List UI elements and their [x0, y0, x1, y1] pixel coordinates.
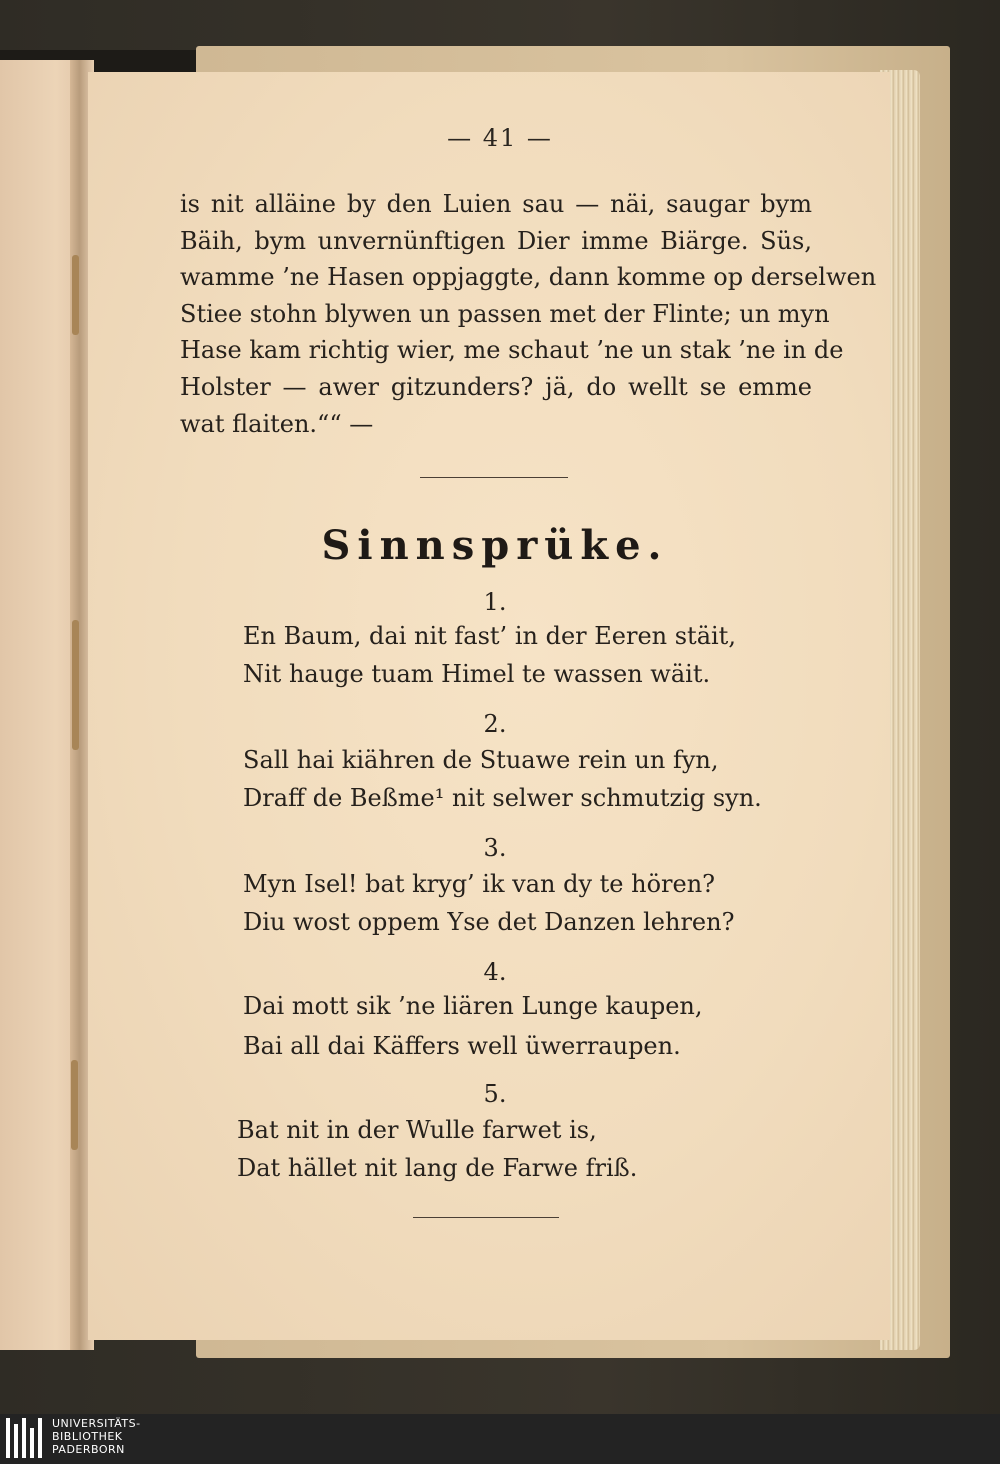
- section-title: Sinnsprüke.: [321, 522, 669, 569]
- logo-line: UNIVERSITÄTS-: [52, 1417, 141, 1430]
- prose-line: wamme ’ne Hasen oppjaggte, dann komme op derselwen: [180, 263, 877, 292]
- library-footer: [0, 1414, 1000, 1464]
- prose-line: is nit alläine by den Luien sau — näi, saugar bym: [180, 190, 812, 218]
- verse-line: Myn Isel! bat kryg’ ik van dy te hören?: [243, 870, 716, 898]
- verse-line: Dat hället nit lang de Farwe friß.: [237, 1154, 638, 1182]
- library-logo-icon: [6, 1418, 46, 1458]
- verse-line: Bat nit in der Wulle farwet is,: [237, 1116, 597, 1144]
- verse-line: Bai all dai Käffers well üwerraupen.: [243, 1032, 681, 1060]
- page-number: — 41 —: [447, 124, 553, 152]
- verse-line: Dai mott sik ’ne liären Lunge kaupen,: [243, 992, 703, 1020]
- prose-line: Stiee stohn blywen un passen met der Flinte; un myn: [180, 299, 830, 328]
- verse-line: Nit hauge tuam Himel te wassen wäit.: [243, 660, 711, 688]
- library-logo-text: [52, 1417, 141, 1456]
- prose-line: Bäih, bym unvernünftigen Dier imme Biärge. Süs,: [180, 226, 812, 255]
- prose-line: Holster — awer gitzunders? jä, do wellt se emme: [180, 372, 812, 401]
- logo-line: PADERBORN: [52, 1443, 125, 1456]
- verse-line: Diu wost oppem Yse det Danzen lehren?: [243, 908, 735, 936]
- section-divider: [420, 477, 568, 478]
- saying-number: 2.: [483, 710, 507, 738]
- prose-line: Hase kam richtig wier, me schaut ’ne un stak ’ne in de: [180, 336, 844, 365]
- verse-line: En Baum, dai nit fast’ in der Eeren stäit,: [243, 622, 736, 650]
- prose-block: [180, 186, 877, 442]
- verse-line: Sall hai kiähren de Stuawe rein un fyn,: [243, 746, 719, 774]
- saying-number: 5.: [483, 1080, 507, 1108]
- prose-line: wat flaiten.““ —: [180, 409, 374, 438]
- end-divider: [413, 1217, 559, 1218]
- saying-number: 4.: [483, 958, 507, 986]
- saying-number: 1.: [483, 588, 507, 616]
- verse-line: Draff de Beßme¹ nit selwer schmutzig syn.: [243, 784, 762, 812]
- saying-number: 3.: [483, 834, 507, 862]
- left-page: [0, 60, 80, 1350]
- logo-line: BIBLIOTHEK: [52, 1430, 123, 1443]
- binding-thread: [72, 255, 79, 335]
